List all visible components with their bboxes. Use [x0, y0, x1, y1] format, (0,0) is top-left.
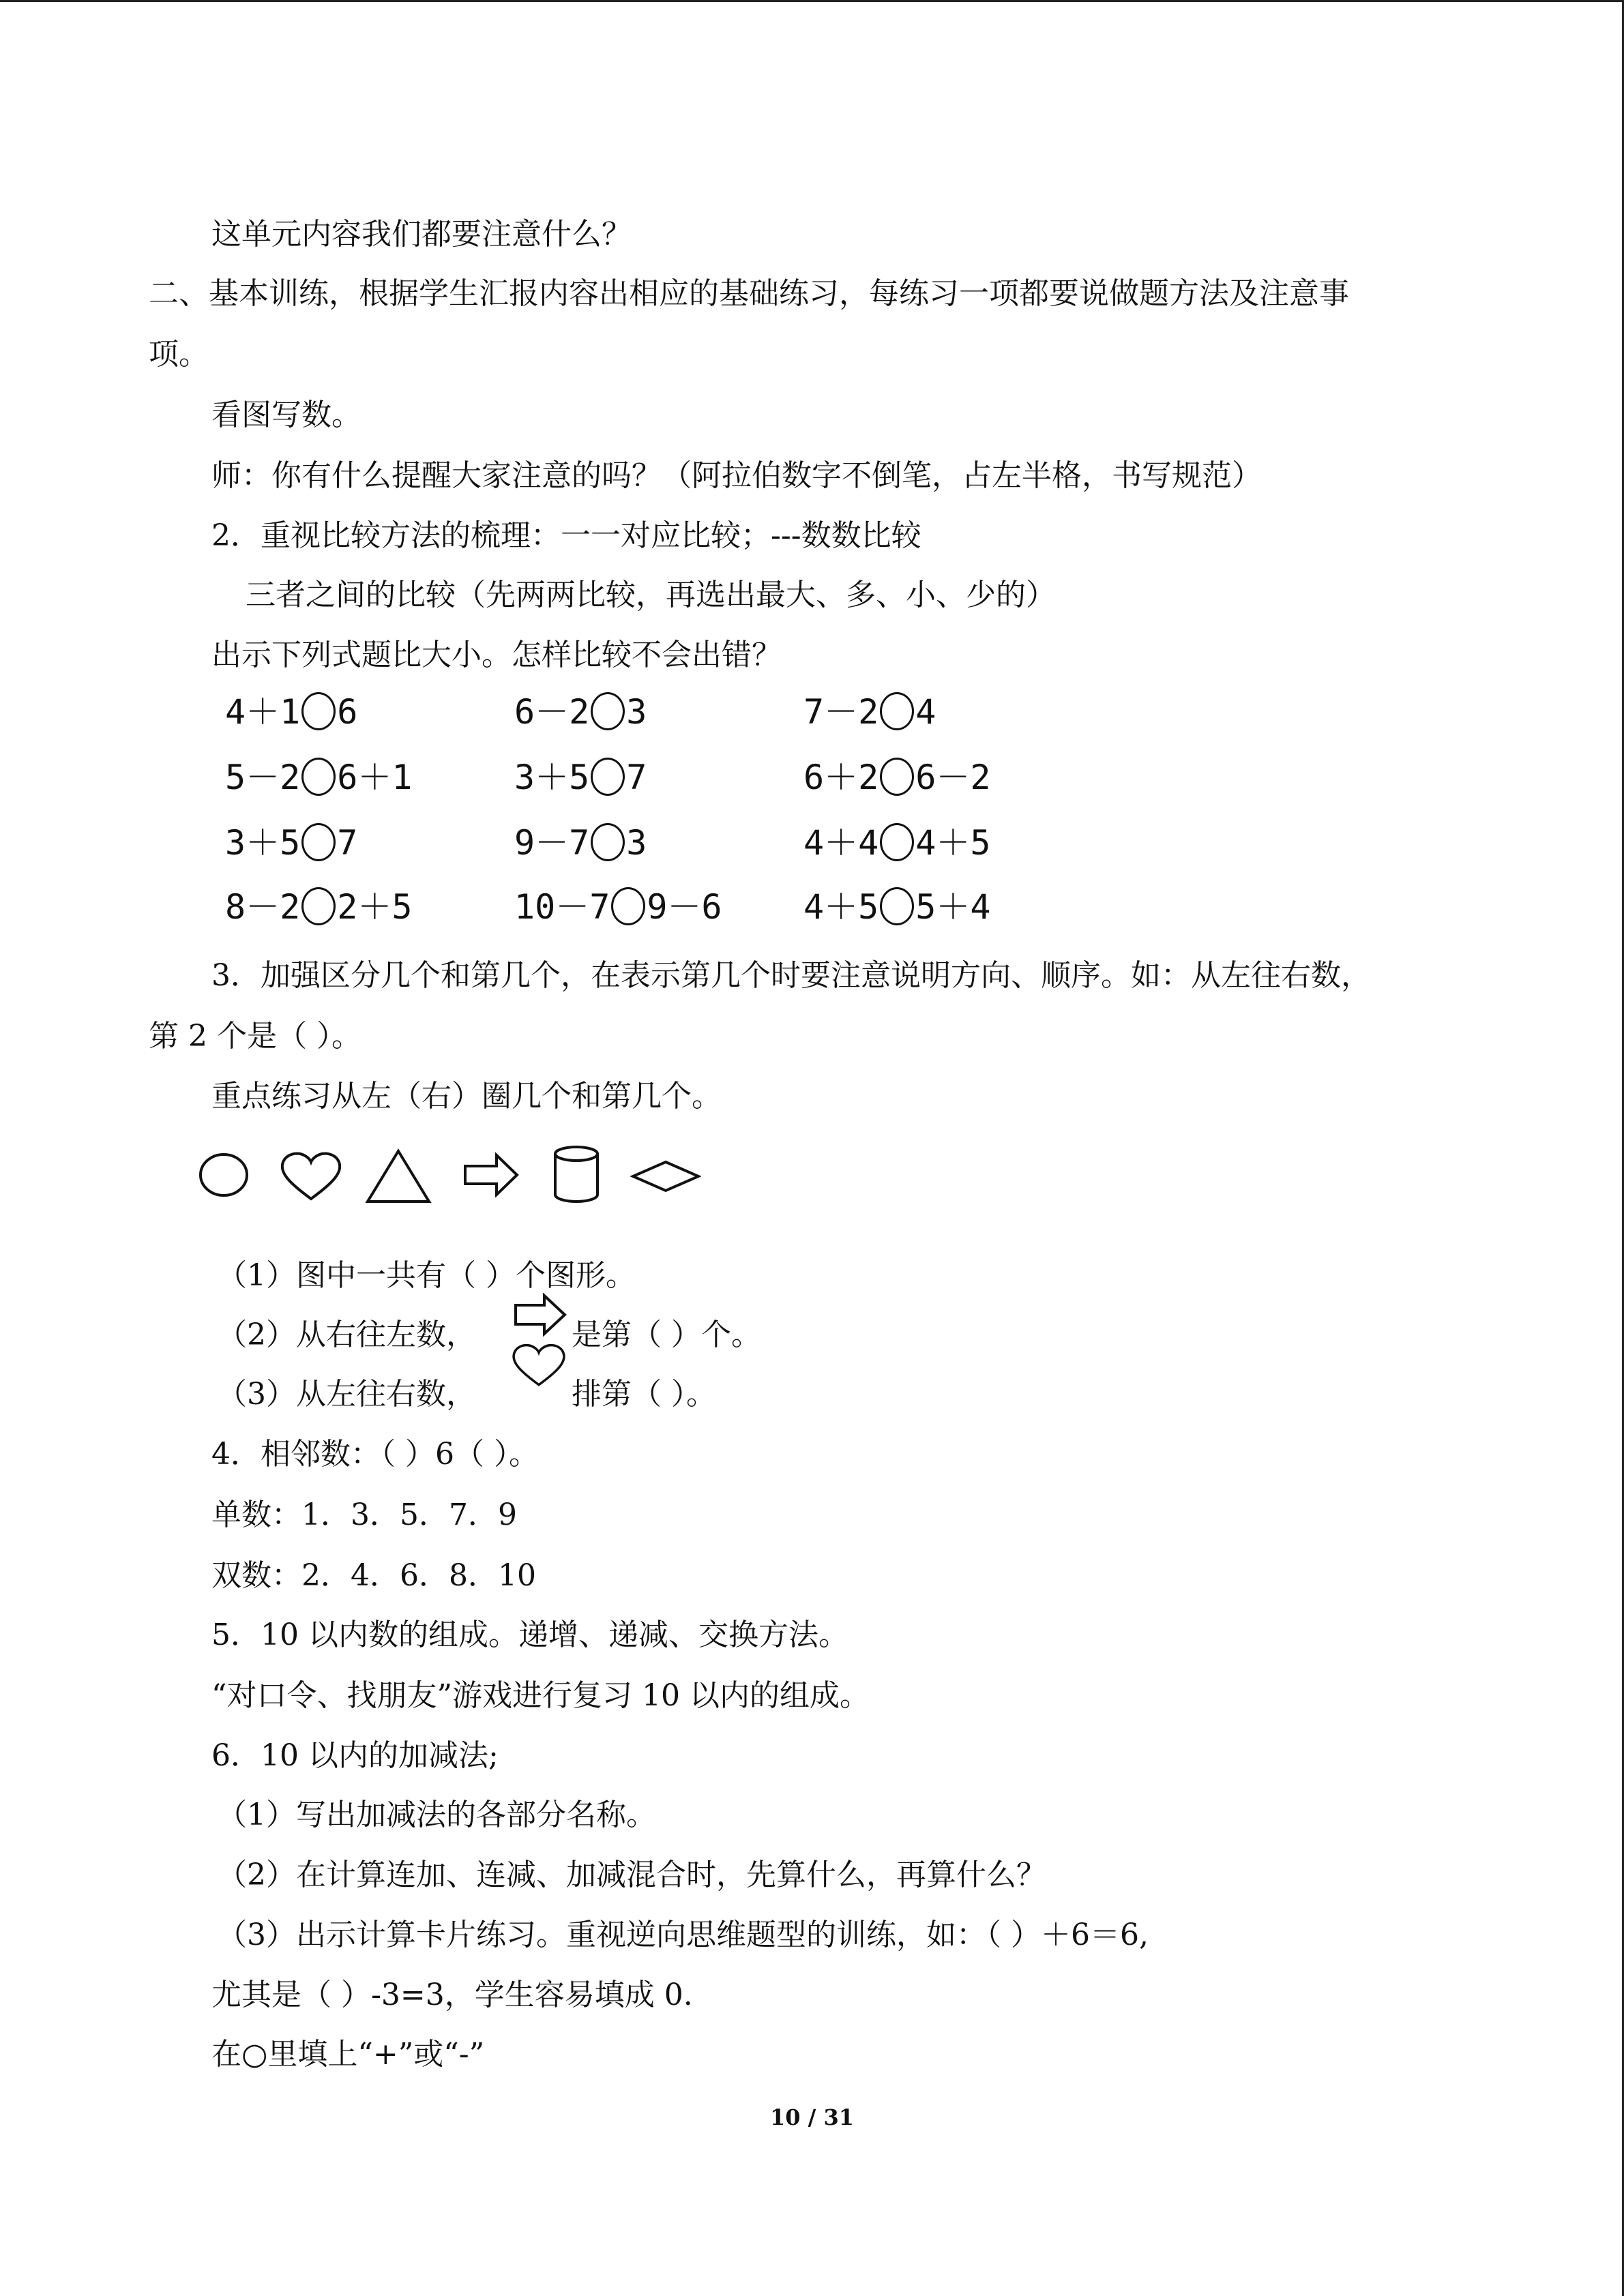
text-line-4: 看图写数。	[211, 398, 361, 432]
compare-circle-icon[interactable]	[301, 758, 336, 796]
compare-circle-icon[interactable]	[880, 692, 914, 730]
circle-icon	[198, 1151, 250, 1199]
text-line-9: 3．加强区分几个和第几个，在表示第几个时要注意说明方向、顺序。如：从左往右数，	[211, 958, 1371, 993]
text-line-12: 4．相邻数：（ ）6（ ）。	[211, 1437, 539, 1472]
arrow-right-icon	[513, 1293, 567, 1337]
question-3: （3）从左往右数，	[217, 1377, 476, 1412]
comparison-item: 5－2 6＋1	[225, 758, 413, 797]
compare-circle-icon[interactable]	[880, 823, 914, 861]
question-2: （2）从右往左数，	[217, 1317, 476, 1352]
compare-circle-icon[interactable]	[301, 823, 336, 861]
comparison-item: 9－7 3	[514, 823, 647, 863]
comparison-item: 6＋2 6－2	[803, 758, 991, 797]
text-line-21: 尤其是（ ）-3=3，学生容易填成 0.	[211, 1978, 693, 2012]
diamond-icon	[630, 1159, 701, 1193]
text-line-11: 重点练习从左（右）圈几个和第几个。	[211, 1079, 722, 1114]
text-line-16: “对口令、找朋友”游戏进行复习 10 以内的组成。	[211, 1678, 870, 1713]
triangle-icon	[365, 1148, 432, 1204]
text-line-18: （1）写出加减法的各部分名称。	[217, 1798, 656, 1832]
comparison-item: 4＋4 4＋5	[803, 823, 991, 863]
compare-circle-icon[interactable]	[591, 692, 625, 730]
heart-icon	[278, 1150, 344, 1202]
compare-circle-icon[interactable]	[301, 887, 336, 925]
compare-circle-icon[interactable]	[301, 692, 336, 730]
comparison-item: 4＋1 6	[225, 692, 358, 732]
heart-icon	[510, 1341, 567, 1388]
text-line-13: 单数：1．3．5．7．9	[211, 1497, 517, 1532]
compare-circle-icon[interactable]	[591, 758, 625, 796]
text-line-5: 师：你有什么提醒大家注意的吗？（阿拉伯数字不倒笔，占左半格，书写规范）	[211, 458, 1262, 493]
text-line-20: （3）出示计算卡片练习。重视逆向思维题型的训练，如：（ ）＋6＝6,	[217, 1918, 1149, 1952]
text-line-17: 6．10 以内的加减法;	[211, 1738, 499, 1773]
comparison-item: 3＋5 7	[514, 758, 647, 797]
question-1: （1）图中一共有（ ）个图形。	[217, 1258, 636, 1293]
text-line-10: 第 2 个是（ ）。	[149, 1019, 361, 1054]
comparison-item: 6－2 3	[514, 692, 647, 732]
compare-circle-icon[interactable]	[880, 887, 914, 925]
cylinder-icon	[552, 1144, 600, 1206]
text-line-15: 5．10 以内数的组成。递增、递减、交换方法。	[211, 1617, 848, 1652]
text-line-19: （2）在计算连加、连减、加减混合时，先算什么，再算什么？	[217, 1858, 1046, 1892]
compare-circle-icon[interactable]	[611, 887, 645, 925]
arrow-right-icon	[462, 1152, 520, 1197]
comparison-item: 4＋5 5＋4	[803, 887, 991, 927]
question-3-answer: 排第（ ）。	[572, 1377, 716, 1412]
comparison-item: 7－2 4	[803, 692, 936, 732]
compare-circle-icon[interactable]	[880, 758, 914, 796]
text-line-1: 这单元内容我们都要注意什么？	[211, 217, 632, 252]
text-line-6: 2．重视比较方法的梳理：一一对应比较；---数数比较	[211, 518, 921, 553]
comparison-item: 3＋5 7	[225, 823, 358, 863]
section-heading-2: 二、基本训练，根据学生汇报内容出相应的基础练习，每练习一项都要说做题方法及注意事	[149, 276, 1349, 311]
page-number: 10 / 31	[769, 2104, 855, 2130]
text-line-8: 出示下列式题比大小。怎样比较不会出错？	[211, 638, 782, 672]
compare-circle-icon[interactable]	[591, 823, 625, 861]
comparison-item: 10－7 9－6	[514, 887, 722, 927]
text-line-3: 项。	[149, 337, 209, 372]
text-line-14: 双数：2．4．6．8．10	[211, 1558, 536, 1593]
comparison-item: 8－2 2＋5	[225, 887, 413, 927]
text-line-7: 三者之间的比较（先两两比较，再选出最大、多、小、少的）	[246, 578, 1056, 612]
question-2-answer: 是第（ ）个。	[572, 1317, 761, 1352]
text-line-22: 在○里填上“+”或“-”	[211, 2037, 485, 2072]
